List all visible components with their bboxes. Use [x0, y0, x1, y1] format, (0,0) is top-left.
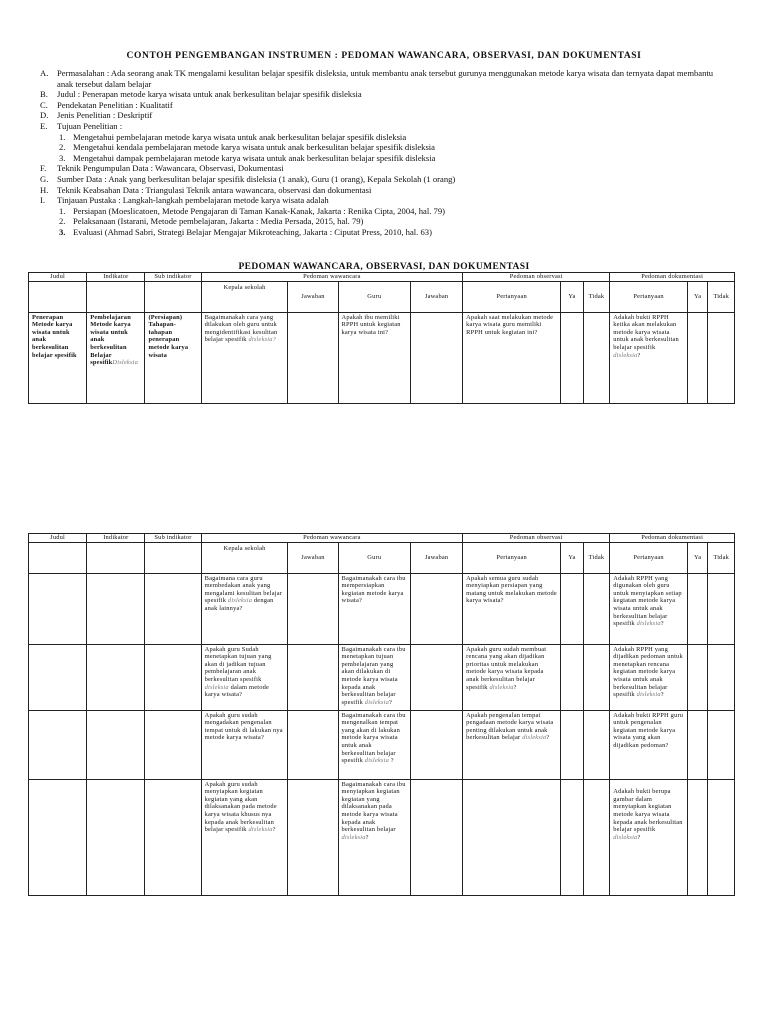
cell-text: Bagaimanakah cara yang dilakukan oleh guru untuk mengidentifikasi kesulitan belajar spesifik — [204, 313, 278, 344]
cell-tidak — [708, 710, 735, 779]
table-row — [29, 573, 735, 644]
subheader-pertanyaan: Pertanyaan — [463, 542, 561, 573]
tujuan-number: 2. — [59, 142, 66, 153]
cell-text: Apakah semua guru sudah menyiapkan persiapan yang matang untuk melakukan metode karya wisata? — [466, 574, 557, 605]
cell-ya — [561, 573, 583, 644]
cell-dokumentasi — [610, 644, 688, 710]
cell-gray-term: disleksia — [636, 620, 661, 628]
cell-tidak — [708, 573, 735, 644]
outline-text: Tinjauan Pustaka : Langkah-langkah pembelajaran metode karya wisata adalah — [57, 195, 329, 206]
cell-kepala-sekolah — [201, 710, 288, 779]
cell-tidak — [583, 573, 610, 644]
outline-item-f — [40, 163, 730, 174]
cell-sub-indikator — [145, 644, 201, 710]
outline-item-c — [40, 100, 730, 111]
header-pedoman-dokumentasi: Pedoman dokumentasi — [610, 273, 735, 282]
pustaka-item-2 — [40, 216, 730, 227]
cell-text-end: ? — [660, 620, 664, 628]
tujuan-text: Mengetahui kendala pembelajaran metode karya wisata untuk anak berkesulitan belajar spesifik disleksia — [73, 142, 435, 153]
outline-letter: E. — [40, 120, 48, 131]
cell-guru — [338, 644, 411, 710]
cell-dokumentasi — [610, 779, 688, 895]
cell-kepala-sekolah — [201, 779, 288, 895]
table-row — [29, 312, 735, 403]
outline-text: Pendekatan Penelitian : Kualitatif — [57, 99, 173, 110]
cell-text: Apakah guru sudah membuat rencana yang akan dijadikan prioritas untuk melakukan metode karya wisata kepada anak berkesulitan belajar spesifik — [466, 645, 547, 691]
outline-text: Teknik Pengumpulan Data : Wawancara, Observasi, Dokumentasi — [57, 163, 284, 174]
outline-item-h — [40, 185, 730, 196]
subheader-pertanyaan: Pertanyaan — [463, 281, 561, 312]
cell-observasi — [463, 779, 561, 895]
tujuan-number: 3. — [59, 152, 66, 163]
cell-jawaban — [411, 644, 463, 710]
pustaka-item-1 — [40, 206, 730, 217]
cell-text: Bagaimanakah cara ibu mengenalkan tempat yang akan di lakukan metode karya wisata untuk anak berkesulitan belajar spesifik — [341, 711, 406, 765]
header-judul: Judul — [29, 534, 87, 543]
subheader-ya: Ya — [561, 281, 583, 312]
instrument-table-1 — [28, 272, 735, 404]
header-pedoman-observasi: Pedoman observasi — [463, 273, 610, 282]
cell-gray-term: Disleksia — [112, 359, 139, 367]
outline-item-i — [40, 195, 730, 206]
cell-text: Apakah guru sudah menyiapkan kegiatan kegiatan yang akan dilaksanakan pada metode karya wisata khusus nya kepada anak berkesulitan belajar spesifik — [204, 780, 277, 834]
cell-observasi — [463, 710, 561, 779]
subheader-ya: Ya — [561, 542, 583, 573]
subheader-row — [29, 281, 735, 312]
cell-tidak — [708, 312, 735, 403]
cell-gray-term: disleksia? — [248, 336, 277, 344]
cell-text: Apakah pengenalan tempat pengadaan metode karya wisata penting dilakukan untuk anak berkesulitan belajar — [466, 711, 554, 742]
cell-gray-term: disleksia — [204, 683, 229, 691]
cell-gray-term: disleksia — [613, 833, 638, 841]
subheader-jawaban: Jawaban — [288, 281, 338, 312]
cell-text: Apakah guru sudah mengadakan pengenalan tempat untuk di lakukan nya metode karya wisata? — [204, 711, 283, 742]
cell-gray-term: disleksia — [613, 351, 638, 359]
cell-jawaban — [288, 644, 338, 710]
subheader-tidak: Tidak — [583, 542, 610, 573]
outline-letter: B. — [40, 89, 48, 100]
cell-guru — [338, 710, 411, 779]
subheader-ya: Ya — [687, 542, 707, 573]
cell-indikator — [87, 710, 145, 779]
table-title: PEDOMAN WAWANCARA, OBSERVASI, DAN DOKUMENTASI — [238, 262, 530, 272]
cell-indikator — [87, 573, 145, 644]
cell-jawaban — [288, 710, 338, 779]
cell-tidak — [708, 644, 735, 710]
outline-text: Teknik Keabsahan Data : Triangulasi Teknik antara wawancara, observasi dan dokumentasi — [57, 184, 372, 195]
header-pedoman-dokumentasi: Pedoman dokumentasi — [610, 534, 735, 543]
pustaka-number: 2. — [59, 216, 66, 227]
cell-text: Pembelajaran Metode karya wisata untuk anak berkesulitan Belajar spesifik — [90, 313, 131, 367]
cell-ya — [561, 779, 583, 895]
cell-ya — [561, 644, 583, 710]
subheader-row — [29, 542, 735, 573]
cell-gray-term: disleksia — [522, 734, 547, 742]
cell-tidak — [583, 779, 610, 895]
outline-text: Jenis Penelitian : Deskriptif — [57, 110, 153, 121]
cell-text: Adakah bukti RPPH ketika akan melakukan metode karya wisata untuk anak berkesulitan belajar spesifik — [613, 313, 679, 351]
cell-ya — [687, 312, 707, 403]
tujuan-text: Mengetahui dampak pembelajaran metode karya wisata untuk anak berkesulitan belajar spesifik disleksia — [73, 152, 436, 163]
cell-text-end: ? — [546, 734, 550, 742]
subheader-jawaban: Jawaban — [411, 542, 463, 573]
tujuan-item-3 — [40, 153, 730, 164]
header-indikator: Indikator — [87, 273, 145, 282]
cell-sub-indikator — [145, 779, 201, 895]
cell-kepala-sekolah — [201, 312, 288, 403]
cell-text-end: ? — [390, 757, 394, 765]
outline-item-a — [40, 68, 730, 89]
subheader-empty — [145, 281, 201, 312]
instrument-table-2 — [28, 533, 735, 896]
cell-tidak — [708, 779, 735, 895]
cell-text: Bagaimanakah cara ibu menyiapkan kegiatan kegiatan yang dilaksanakan pada metode karya wisata kepada anak berkesulitan belajar — [341, 780, 406, 834]
cell-ya — [687, 573, 707, 644]
cell-gray-term: disleksia — [227, 597, 253, 605]
tujuan-item-1 — [40, 132, 730, 143]
cell-text-end: ? — [365, 833, 369, 841]
cell-text: Bagaimanakah cara ibu mempersiapkan kegiatan metode karya wisata? — [341, 574, 406, 605]
subheader-empty — [87, 281, 145, 312]
cell-indikator — [87, 312, 145, 403]
cell-ya — [687, 644, 707, 710]
outline-text: Judul : Penerapan metode karya wisata untuk anak berkesulitan belajar spesifik disleksia — [57, 89, 362, 100]
cell-text: Bagaimanakah cara ibu menetapkan tujuan pembelajaran yang akan dilakukan di metode karya wisata kepada anak berkesulitan belajar spesifik — [341, 645, 406, 706]
cell-text: Apakah guru Sudah menetapkan tujuan yang akan di jadikan tujuan pembelajaran anak berkesulitan spesifik — [204, 645, 272, 683]
cell-gray-term: disleksia — [364, 698, 389, 706]
research-outline — [40, 68, 730, 238]
tujuan-number: 1. — [59, 131, 66, 142]
outline-letter: F. — [40, 163, 47, 174]
outline-letter: I. — [40, 195, 46, 206]
cell-sub-indikator: (Persiapan) Tahapan-tahapan penerapan metode karya wisata — [145, 312, 201, 403]
header-judul: Judul — [29, 273, 87, 282]
subheader-tidak: Tidak — [583, 281, 610, 312]
cell-text-end: ? — [388, 698, 393, 706]
cell-text: Adakah bukti berupa gambar dalam menyiapkan kegiatan metode karya wisata kepada anak berkesulitan belajar spesifik — [613, 788, 683, 834]
subheader-pertanyaan: Pertanyaan — [610, 542, 688, 573]
cell-text: Adakah RPPH yang dijadikan pedoman untuk menetapkan rencana kegiatan metode karya wisata untuk anak berkesulitan belajar spesifik — [613, 645, 683, 699]
cell-dokumentasi — [610, 573, 688, 644]
cell-judul — [29, 779, 87, 895]
cell-text: Adakah RPPH yang digunakan oleh guru untuk menyiapkan setiap kegiatan metode karya wisata untuk anak berkesulitan belajar spesifik — [613, 574, 682, 628]
outline-text: Sumber Data : Anak yang berkesulitan belajar spesifik disleksia (1 anak), Guru (1 orang), Kepala Sekolah (1 orang) — [57, 173, 456, 184]
cell-text-end: ? — [637, 351, 641, 359]
cell-text: Bagaimana cara guru membedakan anak yang mengalami kesulitan belajar spesifik — [204, 574, 283, 605]
outline-text: Permasalahan : Ada seorang anak TK mengalami kesulitan belajar spesifik disleksia, untuk membantu anak tersebut gurunya menggunakan metode karya wisata dan ternyata dapat membantu anak tersebut dalam belajar — [57, 68, 714, 89]
cell-ya — [687, 779, 707, 895]
outline-letter: G. — [40, 173, 49, 184]
pustaka-text: Evaluasi (Ahmad Sabri, Strategi Belajar Mengajar Mikroteaching, Jakarta : Ciputat Press, 2010, hal. 63) — [73, 226, 432, 237]
outline-letter: D. — [40, 110, 49, 121]
cell-text-end: ? — [272, 826, 276, 834]
cell-ya — [561, 710, 583, 779]
subheader-tidak: Tidak — [708, 281, 735, 312]
outline-item-g — [40, 174, 730, 185]
cell-guru: Apakah ibu memiliki RPPH untuk kegiatan karya wisata ini? — [338, 312, 411, 403]
cell-indikator — [87, 779, 145, 895]
cell-text-end: dalam metode karya wisata? — [204, 683, 270, 699]
header-pedoman-wawancara: Pedoman wawancara — [201, 273, 463, 282]
subheader-kepala-sekolah: Kepala sekolah — [201, 542, 288, 573]
cell-indikator — [87, 644, 145, 710]
cell-kepala-sekolah — [201, 573, 288, 644]
cell-observasi: Apakah saat melakukan metode karya wisata guru memiliki RPPH untuk kegiatan ini? — [463, 312, 561, 403]
cell-kepala-sekolah — [201, 644, 288, 710]
subheader-guru: Guru — [338, 281, 411, 312]
table-row — [29, 779, 735, 895]
pustaka-number: 3. — [59, 226, 66, 237]
subheader-jawaban: Jawaban — [288, 542, 338, 573]
subheader-ya: Ya — [687, 281, 707, 312]
cell-gray-term: disleksia — [489, 683, 514, 691]
cell-observasi — [463, 644, 561, 710]
cell-tidak — [583, 312, 610, 403]
header-indikator: Indikator — [87, 534, 145, 543]
cell-sub-indikator — [145, 573, 201, 644]
cell-judul — [29, 644, 87, 710]
cell-tidak — [583, 710, 610, 779]
tujuan-item-2 — [40, 142, 730, 153]
cell-jawaban — [288, 573, 338, 644]
cell-text-end: ? — [513, 683, 517, 691]
cell-text-end: ? — [660, 691, 664, 699]
cell-jawaban — [288, 312, 338, 403]
cell-jawaban — [411, 312, 463, 403]
header-sub-indikator: Sub indikator — [145, 273, 201, 282]
subheader-jawaban: Jawaban — [411, 281, 463, 312]
table-row — [29, 710, 735, 779]
cell-judul: Penerapan Metode karya wisata untuk anak berkesulitan belajar spesifik — [29, 312, 87, 403]
cell-sub-indikator — [145, 710, 201, 779]
outline-item-d — [40, 110, 730, 121]
subheader-kepala-sekolah: Kepala sekolah — [201, 281, 288, 312]
cell-guru — [338, 573, 411, 644]
outline-letter: H. — [40, 184, 49, 195]
subheader-empty — [87, 542, 145, 573]
cell-judul — [29, 573, 87, 644]
outline-text: Tujuan Penelitian : — [57, 120, 123, 131]
outline-letter: A. — [40, 68, 49, 78]
pustaka-item-3 — [40, 227, 730, 238]
cell-guru — [338, 779, 411, 895]
subheader-pertanyaan: Pertanyaan — [610, 281, 688, 312]
cell-gray-term: disleksia — [636, 691, 661, 699]
cell-jawaban — [288, 779, 338, 895]
header-pedoman-wawancara: Pedoman wawancara — [201, 534, 463, 543]
pustaka-number: 1. — [59, 205, 66, 216]
cell-ya — [561, 312, 583, 403]
header-row — [29, 273, 735, 282]
cell-text-end: dengan anak lainnya? — [204, 597, 274, 612]
outline-item-b — [40, 89, 730, 100]
cell-dokumentasi — [610, 312, 688, 403]
cell-ya — [687, 710, 707, 779]
cell-dokumentasi — [610, 710, 688, 779]
subheader-empty — [29, 281, 87, 312]
pustaka-text: Persiapan (Moeslicatoen, Metode Pengajaran di Taman Kanak-Kanak, Jakarta : Renika Cipta, 2004, hal. 79) — [73, 205, 445, 216]
tujuan-text: Mengetahui pembelajaran metode karya wisata untuk anak berkesulitan belajar spesifik disleksia — [73, 131, 407, 142]
table-row — [29, 644, 735, 710]
subheader-empty — [29, 542, 87, 573]
header-sub-indikator: Sub indikator — [145, 534, 201, 543]
cell-text-end: ? — [637, 833, 641, 841]
cell-observasi — [463, 573, 561, 644]
document-title: CONTOH PENGEMBANGAN INSTRUMEN : PEDOMAN WAWANCARA, OBSERVASI, DAN DOKUMENTASI — [126, 51, 642, 61]
subheader-tidak: Tidak — [708, 542, 735, 573]
pustaka-text: Pelaksanaan (Istarani, Metode pembelajaran, Jakarta : Media Persada, 2015, hal. 79) — [73, 216, 364, 227]
subheader-guru: Guru — [338, 542, 411, 573]
cell-jawaban — [411, 573, 463, 644]
cell-gray-term: disleksia — [341, 833, 366, 841]
cell-judul — [29, 710, 87, 779]
cell-jawaban — [411, 779, 463, 895]
outline-item-e — [40, 121, 730, 132]
cell-jawaban — [411, 710, 463, 779]
subheader-empty — [145, 542, 201, 573]
outline-letter: C. — [40, 99, 48, 110]
header-row — [29, 534, 735, 543]
cell-tidak — [583, 644, 610, 710]
cell-gray-term: disleksia — [248, 826, 273, 834]
header-pedoman-observasi: Pedoman observasi — [463, 534, 610, 543]
cell-gray-term: disleksia — [364, 757, 389, 765]
cell-text: Adakah bukti RPPH guru untuk pengenalan kegiatan metode karya wisata yang akan dijadikan pedoman? — [613, 711, 684, 749]
